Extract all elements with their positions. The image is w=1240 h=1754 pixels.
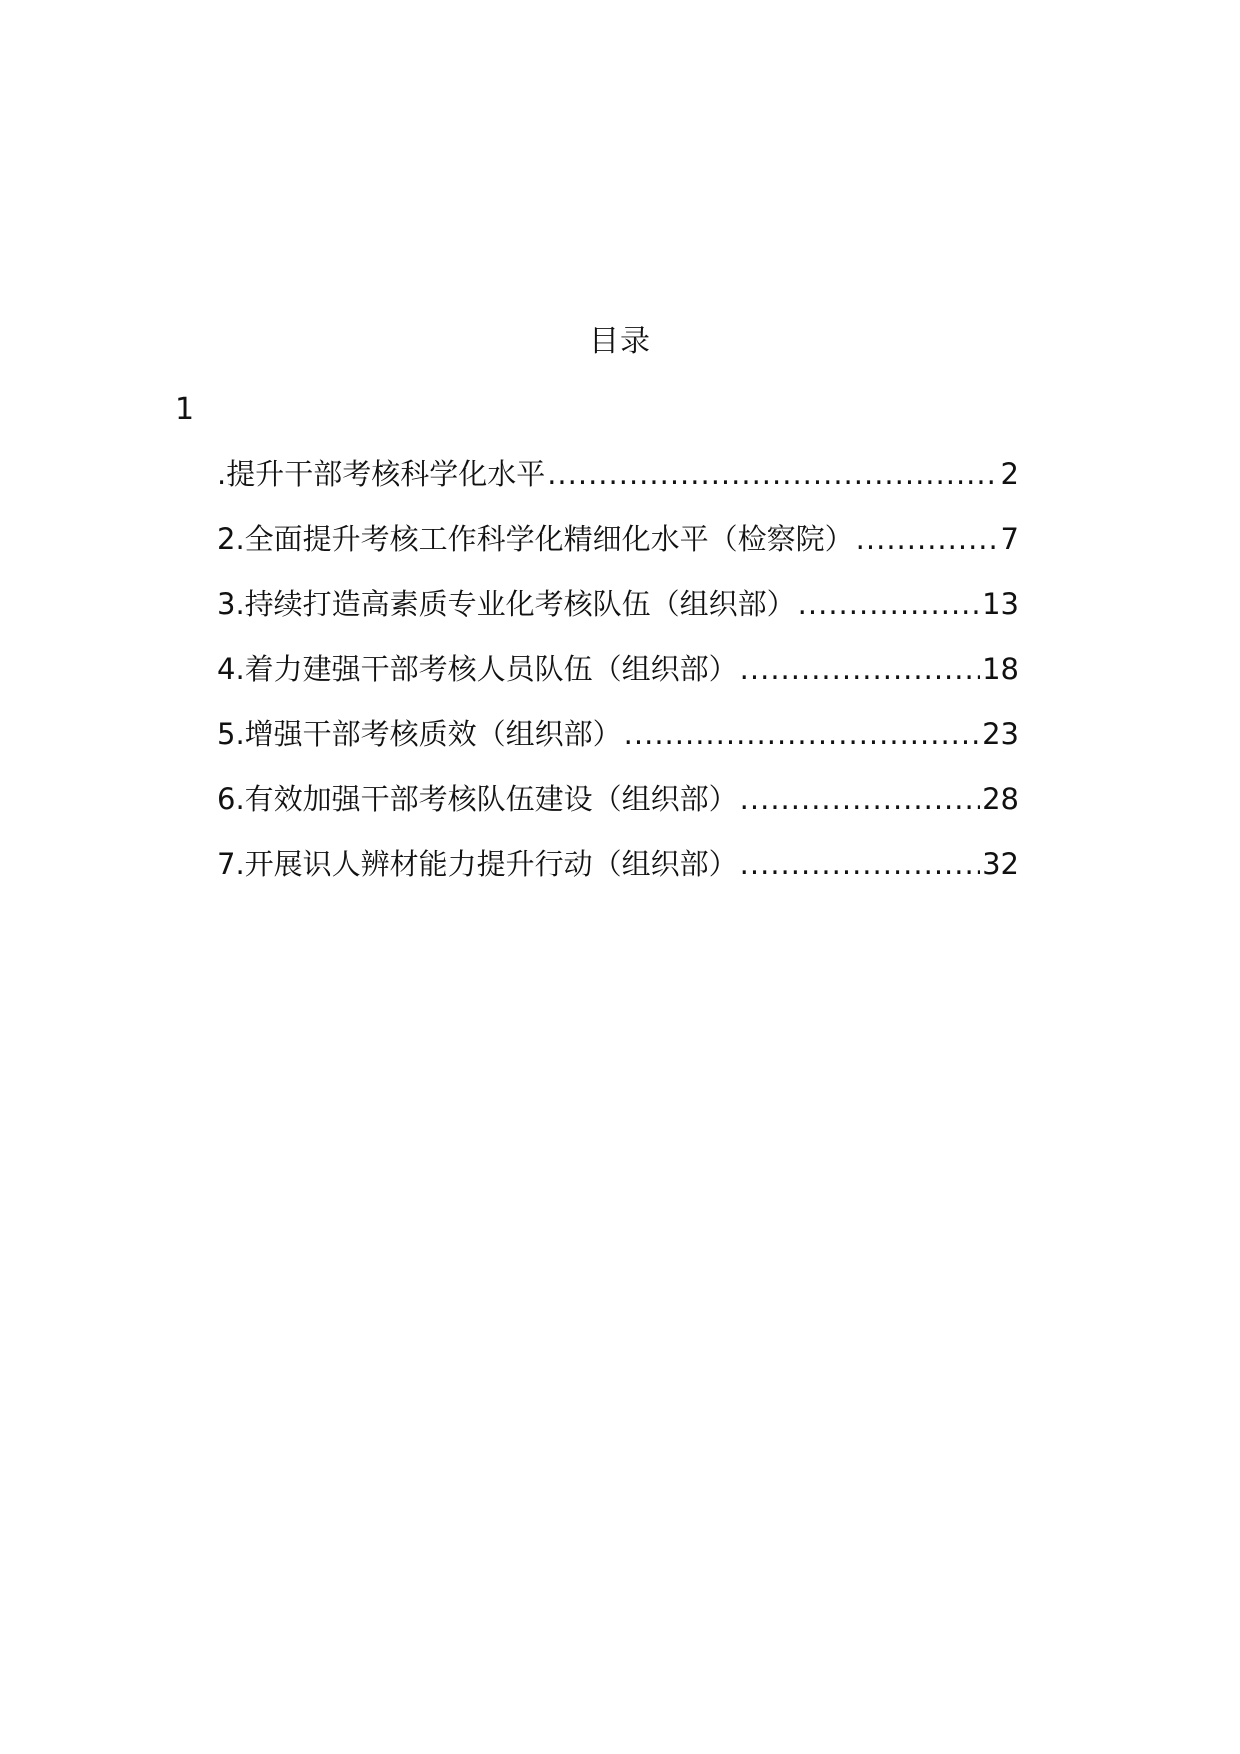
toc-page-number: 13 (982, 587, 1019, 621)
toc-entry-4[interactable] (217, 649, 1019, 714)
toc-entry-3[interactable] (217, 584, 1019, 649)
toc-entry-text: 5.增强干部考核质效（组织部） (217, 717, 622, 751)
toc-page-number: 23 (982, 717, 1019, 751)
toc-entry-6[interactable] (217, 779, 1019, 844)
toc-page-number: 2 (1000, 457, 1019, 491)
toc-entry-7[interactable] (217, 844, 1019, 909)
toc-dot-leader (798, 584, 980, 624)
toc-entry-text: 3.持续打造高素质专业化考核队伍（组织部） (217, 587, 796, 621)
toc-page-number: 28 (982, 782, 1019, 816)
toc-stray-number: 1 (175, 392, 195, 427)
toc-page-number: 18 (982, 652, 1019, 686)
toc-entry-text: 7.开展识人辨材能力提升行动（组织部） (217, 847, 738, 881)
toc-entry-text: 6.有效加强干部考核队伍建设（组织部） (217, 782, 738, 816)
toc-dot-leader (624, 714, 980, 754)
toc-list (217, 454, 1019, 909)
toc-page-number: 32 (982, 847, 1019, 881)
toc-dot-leader (740, 844, 980, 884)
toc-dot-leader (740, 649, 980, 689)
toc-entry-2[interactable] (217, 519, 1019, 584)
toc-entry-1[interactable] (217, 454, 1019, 519)
toc-dot-leader (547, 454, 998, 494)
toc-page-number: 7 (1000, 522, 1019, 556)
toc-title: 目录 (589, 324, 651, 359)
toc-entry-text: 4.着力建强干部考核人员队伍（组织部） (217, 652, 738, 686)
toc-dot-leader (740, 779, 980, 819)
toc-dot-leader (856, 519, 999, 559)
toc-entry-5[interactable] (217, 714, 1019, 779)
toc-entry-text: .提升干部考核科学化水平 (217, 457, 546, 491)
toc-entry-text: 2.全面提升考核工作科学化精细化水平（检察院） (217, 522, 854, 556)
